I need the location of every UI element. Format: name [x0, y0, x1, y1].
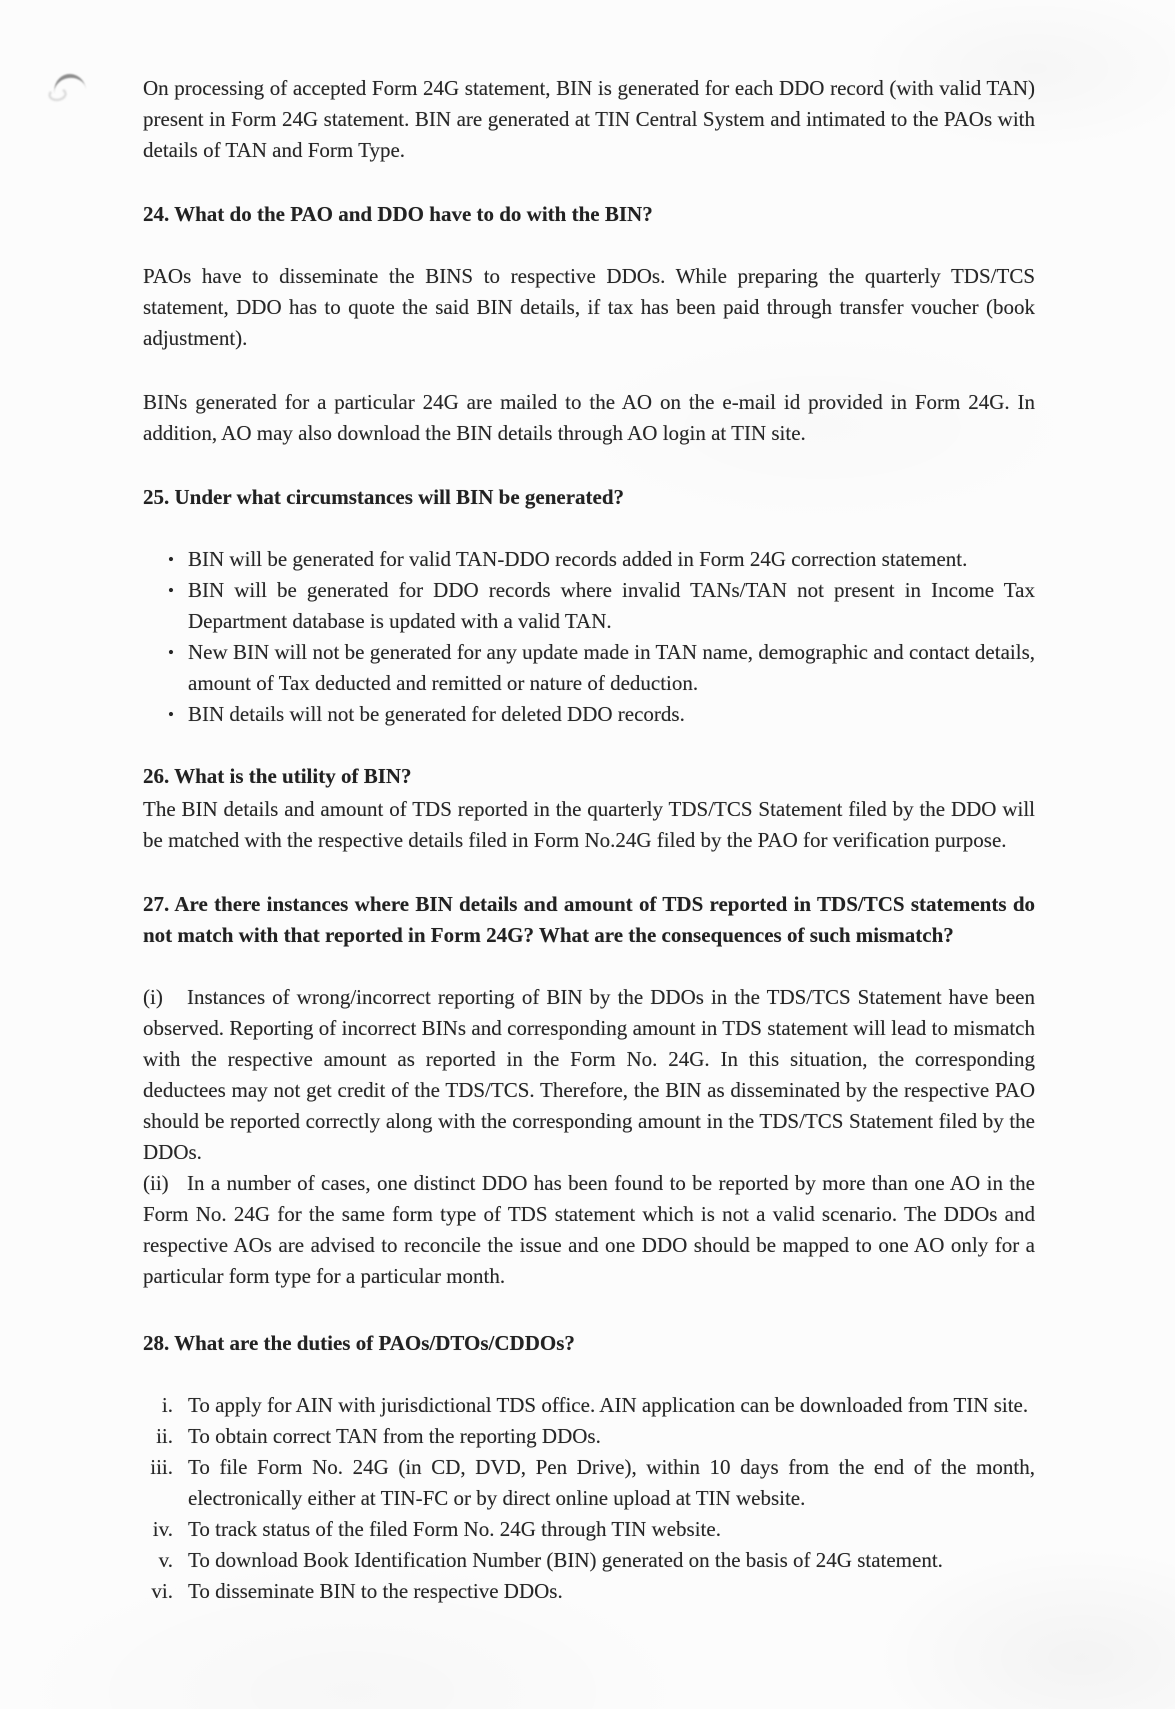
item-text: In a number of cases, one distinct DDO has been found to be reported by more than one AO in the Form No. 24G for the same form type of TDS statement which is not a valid scenario. The DDOs and respective AOs are advised to reconcile the issue and one DDO should be mapped to one AO only for a particular form type for a particular month.: [143, 1171, 1035, 1288]
roman-numeral: iv.: [152, 1517, 173, 1541]
ink-smudge-icon: [52, 72, 87, 96]
duty-text: To download Book Identification Number (BIN) generated on the basis of 24G statement.: [188, 1548, 943, 1572]
list-item: [143, 1576, 1035, 1607]
bullet-icon: •: [168, 550, 174, 569]
bullet-text: New BIN will not be generated for any update made in TAN name, demographic and contact details, amount of Tax deducted and remitted or nature of deduction.: [188, 640, 1035, 695]
q26-paragraph: The BIN details and amount of TDS reported in the quarterly TDS/TCS Statement filed by the DDO will be matched with the respective details filed in Form No.24G filed by the PAO for verification purpose.: [143, 797, 1035, 852]
bullet-icon: •: [168, 705, 174, 724]
list-item: [143, 1390, 1035, 1421]
bullet-text: BIN will be generated for DDO records where invalid TANs/TAN not present in Income Tax Department database is updated with a valid TAN.: [188, 578, 1035, 633]
q24-paragraph-2: BINs generated for a particular 24G are mailed to the AO on the e-mail id provided in Form 24G. In addition, AO may also download the BIN details through AO login at TIN site.: [143, 390, 1035, 445]
duty-text: To disseminate BIN to the respective DDOs.: [188, 1579, 563, 1603]
q24-paragraph-1: PAOs have to disseminate the BINS to respective DDOs. While preparing the quarterly TDS/TCS statement, DDO has to quote the said BIN details, if tax has been paid through transfer voucher (book adjustment).: [143, 264, 1035, 350]
list-item: [143, 575, 1035, 637]
question-25-heading: 25. Under what circumstances will BIN be generated?: [143, 485, 625, 509]
intro-paragraph: On processing of accepted Form 24G statement, BIN is generated for each DDO record (with valid TAN) present in Form 24G statement. BIN are generated at TIN Central System and intimated to the PAOs with details of TAN and Form Type.: [143, 76, 1035, 162]
q27-item-1: [143, 982, 1035, 1168]
q25-bullet-list: [143, 544, 1035, 730]
roman-numeral: iii.: [150, 1455, 173, 1479]
list-item: [143, 544, 1035, 575]
list-item: [143, 1421, 1035, 1452]
item-label: (ii): [143, 1171, 169, 1195]
question-27-heading: 27. Are there instances where BIN details and amount of TDS reported in TDS/TCS statements do not match with that reported in Form 24G? What are the consequences of such mismatch?: [143, 892, 1035, 947]
list-item: [143, 1545, 1035, 1576]
list-item: [143, 1514, 1035, 1545]
duty-text: To track status of the filed Form No. 24G through TIN website.: [188, 1517, 721, 1541]
question-26-heading: 26. What is the utility of BIN?: [143, 764, 412, 788]
item-text: Instances of wrong/incorrect reporting of BIN by the DDOs in the TDS/TCS Statement have been observed. Reporting of incorrect BINs and corresponding amount in TDS statement will lead to mismatch with the respective amount as reported in the Form No. 24G. In this situation, the corresponding deductees may not get credit of the TDS/TCS. Therefore, the BIN as disseminated by the respective PAO should be reported correctly along with the corresponding amount in the TDS/TCS Statement filed by the DDOs.: [143, 985, 1035, 1164]
question-28-heading: 28. What are the duties of PAOs/DTOs/CDDOs?: [143, 1331, 575, 1355]
bullet-icon: •: [168, 581, 174, 600]
document-content: [143, 73, 1035, 1607]
q27-item-2: [143, 1168, 1035, 1292]
bullet-text: BIN will be generated for valid TAN-DDO records added in Form 24G correction statement.: [188, 547, 968, 571]
duty-text: To file Form No. 24G (in CD, DVD, Pen Drive), within 10 days from the end of the month, electronically either at TIN-FC or by direct online upload at TIN website.: [188, 1455, 1035, 1510]
duty-text: To apply for AIN with jurisdictional TDS office. AIN application can be downloaded from TIN site.: [188, 1393, 1029, 1417]
list-item: [143, 1452, 1035, 1514]
q28-duties-list: [143, 1390, 1035, 1607]
roman-numeral: ii.: [156, 1424, 173, 1448]
item-label: (i): [143, 985, 163, 1009]
roman-numeral: vi.: [151, 1579, 173, 1603]
bullet-text: BIN details will not be generated for deleted DDO records.: [188, 702, 685, 726]
list-item: [143, 699, 1035, 730]
duty-text: To obtain correct TAN from the reporting DDOs.: [188, 1424, 601, 1448]
roman-numeral: v.: [158, 1548, 173, 1572]
bullet-icon: •: [168, 643, 174, 662]
roman-numeral: i.: [161, 1393, 173, 1417]
list-item: [143, 637, 1035, 699]
question-24-heading: 24. What do the PAO and DDO have to do with the BIN?: [143, 202, 653, 226]
